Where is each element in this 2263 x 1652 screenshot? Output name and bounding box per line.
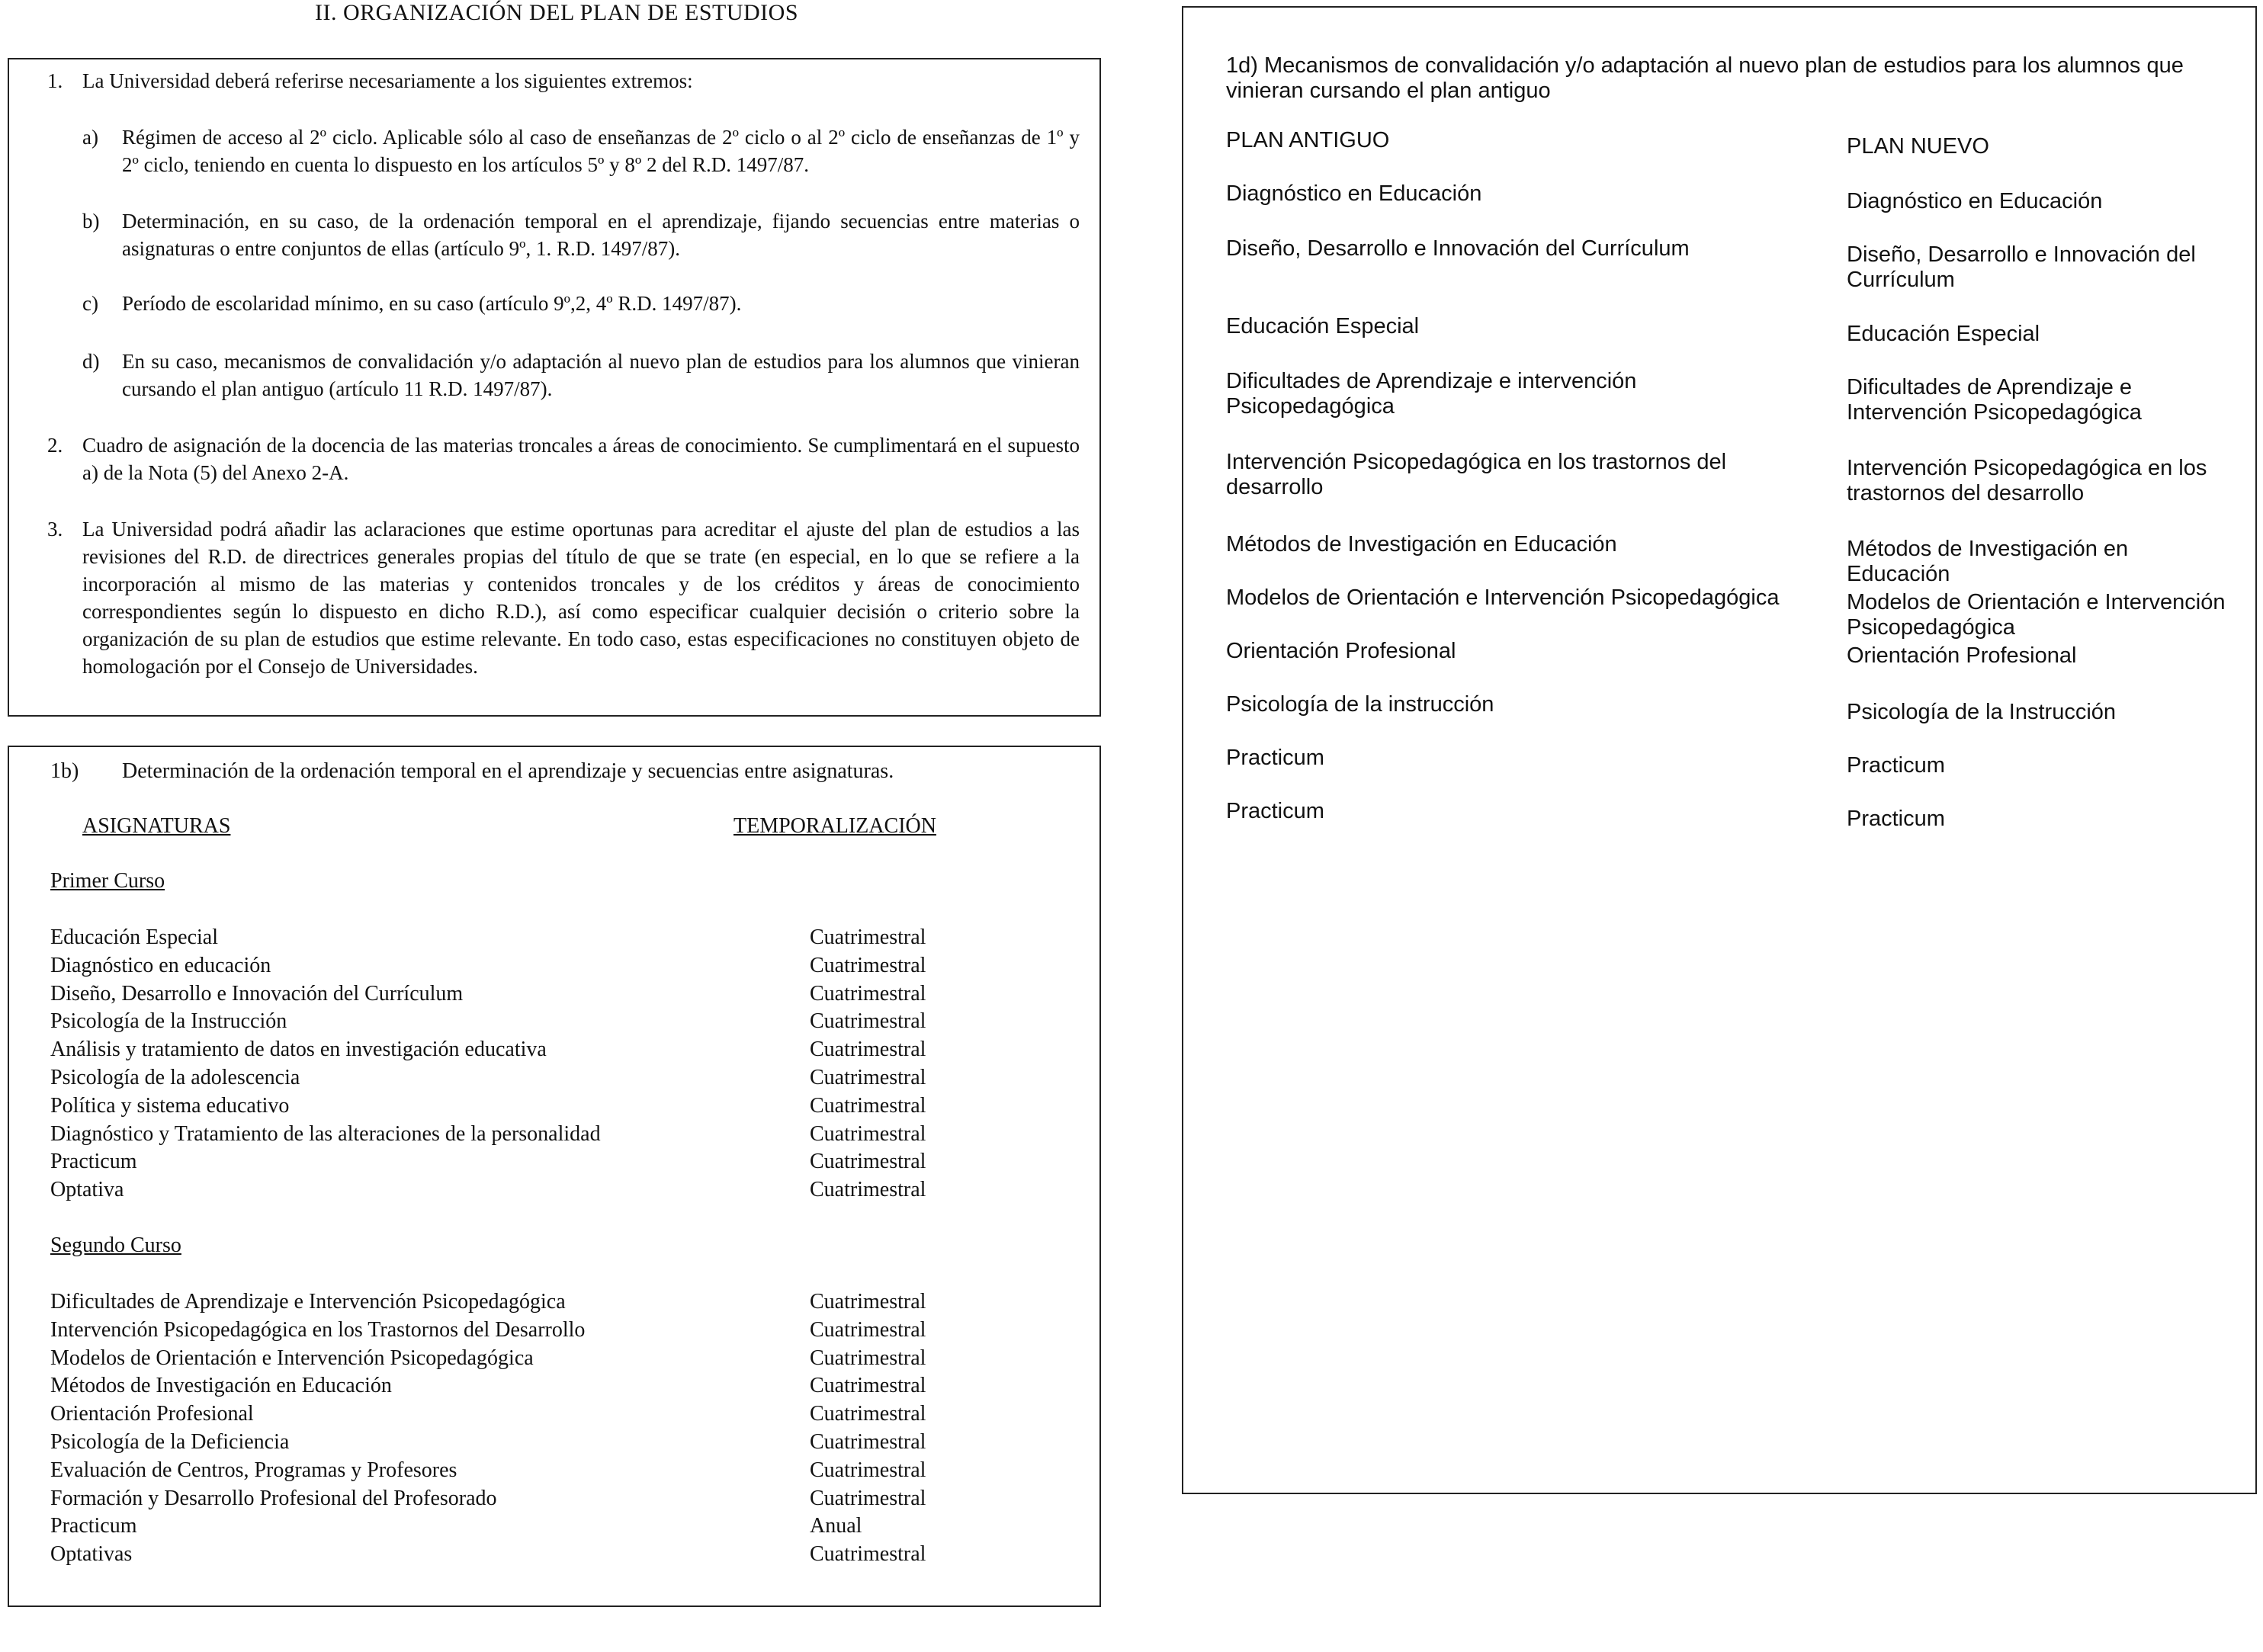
old-plan-subject: Dificultades de Aprendizaje e intervención Psicopedagógica (1226, 369, 1637, 419)
old-plan-subject: Diagnóstico en Educación (1226, 181, 1482, 206)
subject-name: Diseño, Desarrollo e Innovación del Currículum (50, 981, 464, 1006)
section-1b-label: 1b) (50, 759, 79, 783)
subject-temporalization: Cuatrimestral (810, 1486, 926, 1510)
old-plan-subject: Métodos de Investigación en Educación (1226, 532, 1617, 557)
subject-name: Métodos de Investigación en Educación (50, 1374, 392, 1398)
subject-temporalization: Cuatrimestral (810, 981, 926, 1006)
subject-name: Modelos de Orientación e Intervención Psicopedagógica (50, 1346, 534, 1370)
new-plan-subject: Métodos de Investigación en Educación (1847, 537, 2129, 586)
item-1d-letter: d) (82, 350, 100, 373)
subject-temporalization: Cuatrimestral (810, 1066, 926, 1089)
item-1c-text: Período de escolaridad mínimo, en su caso (artículo 9º,2, 4º R.D. 1497/87). (122, 292, 742, 315)
item-1c-letter: c) (82, 292, 98, 315)
subject-temporalization: Anual (810, 1514, 862, 1538)
item-2-text: Cuadro de asignación de la docencia de las materias troncales a áreas de conocimiento. Se cumplimentará en el supuesto a) de la Nota (5) del Anexo 2-A. (82, 434, 1080, 484)
new-plan-subject: Modelos de Orientación e Intervención Psicopedagógica (1847, 590, 2226, 640)
subject-name: Diagnóstico en educación (50, 953, 271, 977)
subject-name: Diagnóstico y Tratamiento de las alteraciones de la personalidad (50, 1121, 601, 1146)
second-course-title: Segundo Curso (50, 1233, 181, 1257)
subject-temporalization: Cuatrimestral (810, 1542, 926, 1567)
item-3-text: La Universidad podrá añadir las aclaraciones que estime oportunas para acreditar el ajuste del plan de estudios a las revisiones del R.D. de directrices generales propias del título de que se trate (en especial, en lo que se refiere a la incorporación al mismo de las materias y contenidos troncales y de los créditos y áreas de conocimiento correspondientes según lo dispuesto en dicho R.D.), así como especificar cualquier decisión o criterio sobre la organización de su plan de estudios que estime relevante. En todo caso, estas especificaciones no constituyen objeto de homologación por el Consejo de Universidades. (82, 518, 1080, 678)
subject-temporalization: Cuatrimestral (810, 1121, 926, 1146)
page-title: II. ORGANIZACIÓN DEL PLAN DE ESTUDIOS (315, 0, 798, 25)
subject-name: Optativas (50, 1542, 133, 1567)
section-1d-heading-line-1: 1d) Mecanismos de convalidación y/o adaptación al nuevo plan de estudios para los alumnos que (1226, 53, 2184, 78)
subject-temporalization: Cuatrimestral (810, 1038, 926, 1062)
subject-name: Intervención Psicopedagógica en los Trastornos del Desarrollo (50, 1317, 586, 1342)
new-plan-subject: Intervención Psicopedagógica en los trastornos del desarrollo (1847, 456, 2207, 505)
subject-temporalization: Cuatrimestral (810, 1150, 926, 1174)
convalidation-box (1182, 6, 2257, 1494)
subject-name: Practicum (50, 1514, 137, 1538)
old-plan-subject: Orientación Profesional (1226, 639, 1456, 663)
subject-name: Evaluación de Centros, Programas y Profesores (50, 1458, 457, 1482)
subject-name: Dificultades de Aprendizaje e Intervención Psicopedagógica (50, 1290, 566, 1314)
item-3-number: 3. (47, 518, 63, 541)
item-1b-text: Determinación, en su caso, de la ordenación temporal en el aprendizaje, fijando secuencias entre materias o asignaturas o entre conjuntos de ellas (artículo 9º, 1. R.D. 1497/87). (122, 210, 1080, 260)
subject-name: Psicología de la Instrucción (50, 1009, 287, 1034)
item-1-text: La Universidad deberá referirse necesariamente a los siguientes extremos: (82, 69, 693, 92)
new-plan-subject: Psicología de la Instrucción (1847, 700, 2117, 724)
item-1b-letter: b) (82, 210, 100, 233)
subject-name: Análisis y tratamiento de datos en investigación educativa (50, 1038, 547, 1062)
subject-name: Educación Especial (50, 925, 219, 949)
column-header-old-plan: PLAN ANTIGUO (1226, 128, 1390, 152)
old-plan-subject: Practicum (1226, 799, 1324, 823)
subject-temporalization: Cuatrimestral (810, 1093, 926, 1118)
subject-name: Psicología de la adolescencia (50, 1066, 300, 1089)
first-course-title: Primer Curso (50, 869, 165, 893)
subject-temporalization: Cuatrimestral (810, 1402, 926, 1426)
old-plan-subject: Psicología de la instrucción (1226, 692, 1494, 717)
temporal-ordering-box (8, 746, 1101, 1607)
old-plan-subject: Intervención Psicopedagógica en los trastornos del desarrollo (1226, 450, 1727, 499)
new-plan-subject: Educación Especial (1847, 322, 2040, 346)
subject-temporalization: Cuatrimestral (810, 953, 926, 977)
subject-temporalization: Cuatrimestral (810, 1458, 926, 1482)
item-2-number: 2. (47, 434, 63, 457)
old-plan-subject: Modelos de Orientación e Intervención Psicopedagógica (1226, 585, 1780, 610)
subject-temporalization: Cuatrimestral (810, 1430, 926, 1454)
old-plan-subject: Practicum (1226, 746, 1324, 770)
subject-temporalization: Cuatrimestral (810, 1374, 926, 1398)
new-plan-subject: Dificultades de Aprendizaje e Intervención Psicopedagógica (1847, 375, 2142, 425)
new-plan-subject: Diseño, Desarrollo e Innovación del Currículum (1847, 242, 2196, 292)
subject-temporalization: Cuatrimestral (810, 925, 926, 949)
new-plan-subject: Orientación Profesional (1847, 643, 2077, 668)
subject-temporalization: Cuatrimestral (810, 1346, 926, 1370)
column-header-subjects: ASIGNATURAS (82, 814, 231, 838)
subject-name: Psicología de la Deficiencia (50, 1430, 290, 1454)
section-1d-heading-line-2: vinieran cursando el plan antiguo (1226, 79, 1551, 103)
column-header-new-plan: PLAN NUEVO (1847, 134, 1989, 159)
old-plan-subject: Educación Especial (1226, 314, 1420, 338)
item-1-number: 1. (47, 69, 63, 92)
subject-temporalization: Cuatrimestral (810, 1009, 926, 1034)
subject-name: Orientación Profesional (50, 1402, 254, 1426)
subject-name: Optativa (50, 1178, 124, 1202)
column-header-temporalization: TEMPORALIZACIÓN (733, 814, 936, 838)
section-1b-heading: Determinación de la ordenación temporal en el aprendizaje y secuencias entre asignaturas. (122, 759, 894, 783)
item-1d-text: En su caso, mecanismos de convalidación y/o adaptación al nuevo plan de estudios para los alumnos que vinieran cursando el plan antiguo (artículo 11 R.D. 1497/87). (122, 350, 1080, 400)
subject-name: Política y sistema educativo (50, 1093, 290, 1118)
new-plan-subject: Practicum (1847, 807, 1945, 831)
item-1a-text: Régimen de acceso al 2º ciclo. Aplicable sólo al caso de enseñanzas de 2º ciclo o al 2º ciclo de enseñanzas de 1º y 2º ciclo, teniendo en cuenta lo dispuesto en los artículos 5º y 8º 2 del R.D. 1497/87. (122, 126, 1080, 176)
organization-requirements-box (8, 58, 1101, 717)
subject-temporalization: Cuatrimestral (810, 1290, 926, 1314)
subject-name: Formación y Desarrollo Profesional del Profesorado (50, 1486, 497, 1510)
subject-temporalization: Cuatrimestral (810, 1178, 926, 1202)
subject-temporalization: Cuatrimestral (810, 1317, 926, 1342)
subject-name: Practicum (50, 1150, 137, 1174)
old-plan-subject: Diseño, Desarrollo e Innovación del Currículum (1226, 236, 1690, 261)
new-plan-subject: Diagnóstico en Educación (1847, 189, 2103, 213)
new-plan-subject: Practicum (1847, 753, 1945, 778)
item-1a-letter: a) (82, 126, 98, 149)
